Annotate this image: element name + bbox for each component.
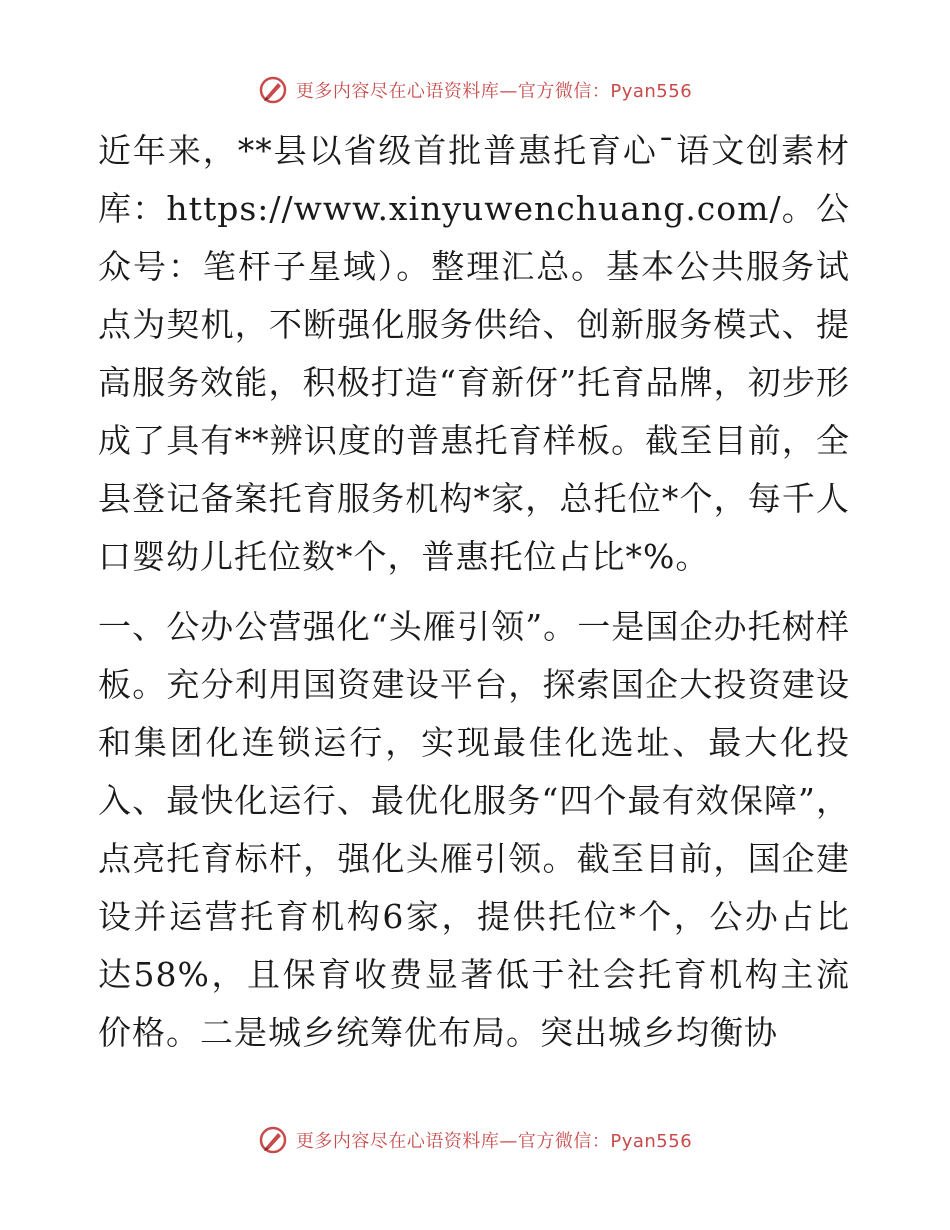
document-body (98, 122, 850, 1062)
paragraph-section-one: 一、公办公营强化“头雁引领”。一是国企办托树样板。充分利用国资建设平台，探索国企大投资建设和集团化连锁运行，实现最佳化选址、最大化投入、最快化运行、最优化服务“四个最有效保障”，点亮托育标杆，强化头雁引领。截至目前，国企建设并运营托育机构6家，提供托位*个，公办占比达58%，且保育收费显著低于社会托育机构主流价格。二是城乡统筹优布局。突出城乡均衡协 (98, 607, 850, 1052)
header-watermark (0, 70, 950, 110)
pen-logo-icon (258, 1125, 288, 1155)
watermark-text: 更多内容尽在心语资料库—官方微信：Pyan556 (295, 81, 693, 102)
paragraph-intro: 近年来，**县以省级首批普惠托育心¯语文创素材库：https://www.xinyuwenchuang.com/。公众号：笔杆子星域）。整理汇总。基本公共服务试点为契机，不断强化服务供给、创新服务模式、提高服务效能，积极打造“育新伢”托育品牌，初步形成了具有**辨识度的普惠托育样板。截至目前，全县登记备案托育服务机构*家，总托位*个，每千人口婴幼儿托位数*个，普惠托位占比*%。 (98, 131, 850, 576)
footer-watermark (0, 1120, 950, 1160)
watermark-text: 更多内容尽在心语资料库—官方微信：Pyan556 (295, 1131, 693, 1152)
pen-logo-icon (258, 75, 288, 105)
